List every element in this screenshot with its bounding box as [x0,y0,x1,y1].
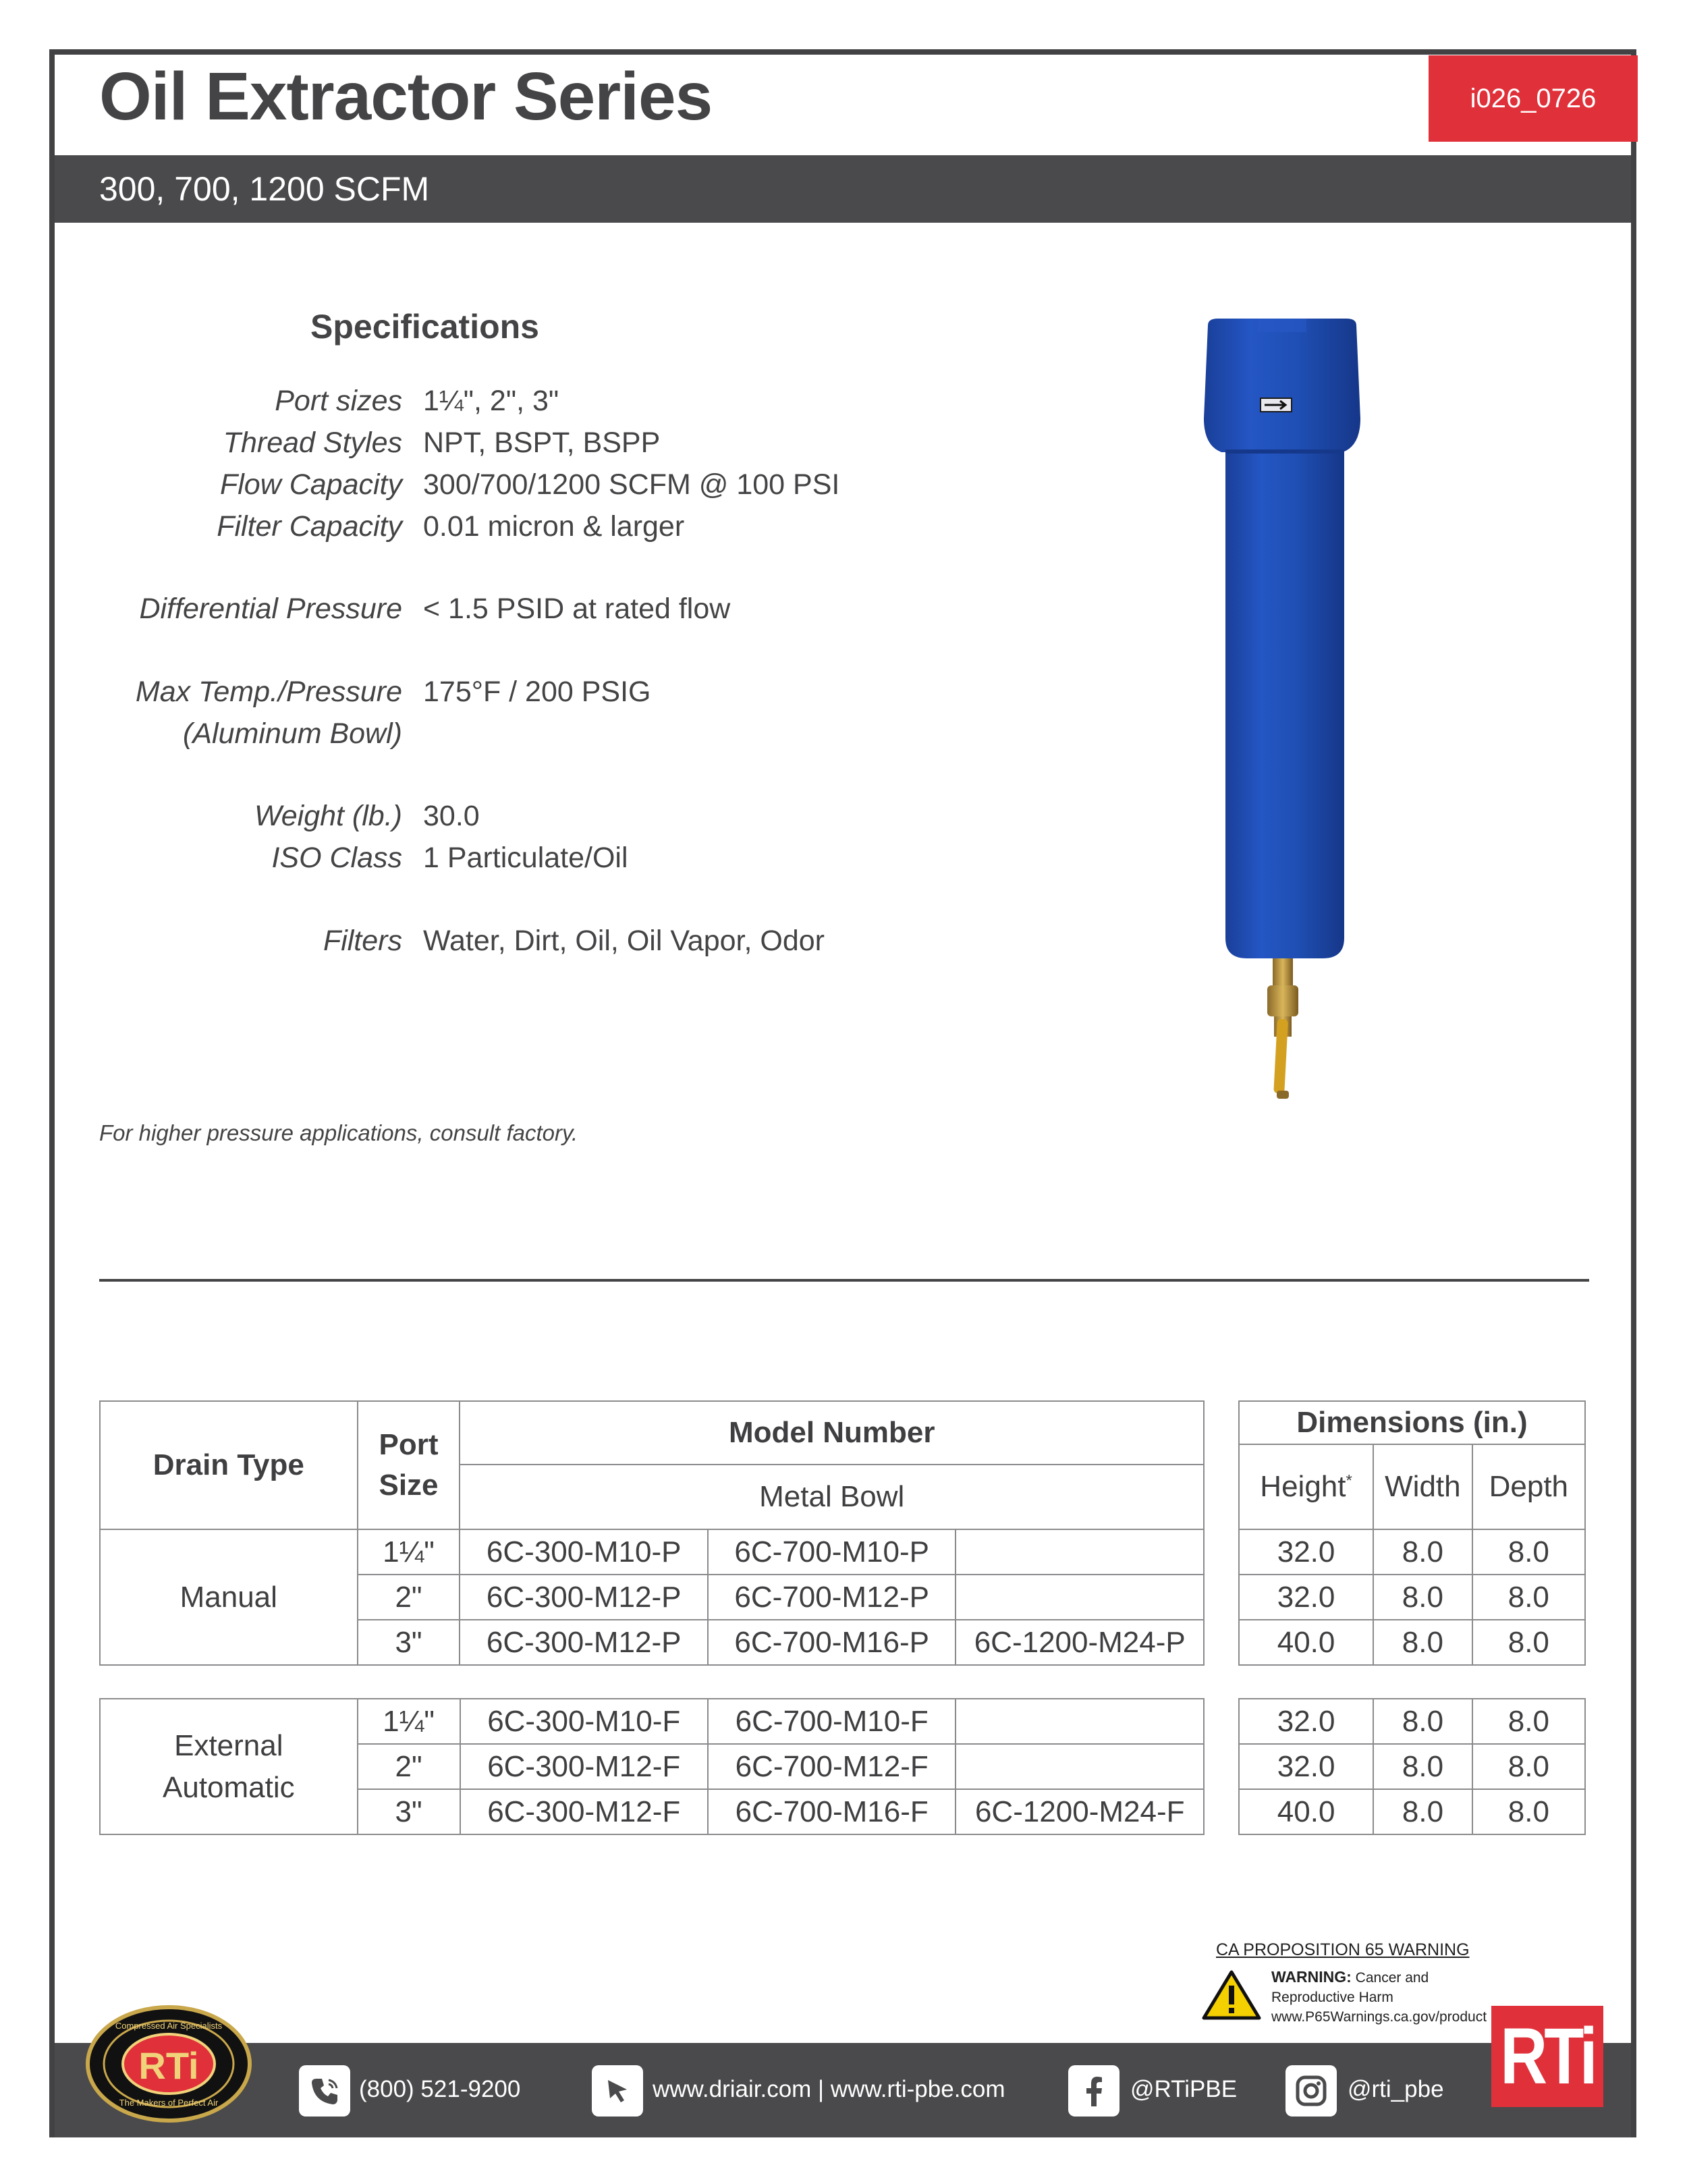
pressure-footnote: For higher pressure applications, consult factory. [99,1120,578,1145]
page-title: Oil Extractor Series [99,59,713,134]
model-number-header: Model Number [460,1401,1204,1465]
model-300-cell: 6C-300-M12-F [460,1789,708,1834]
drain-type-header: Drain Type [100,1401,358,1529]
model-1200-cell: 6C-1200-M24-F [956,1789,1204,1834]
width-cell: 8.0 [1373,1744,1472,1789]
model-table-manual [99,1400,1205,1666]
footer-instagram[interactable]: @rti_pbe [1348,2076,1444,2102]
model-table-external-automatic [99,1698,1205,1835]
height-cell: 40.0 [1239,1789,1373,1834]
width-cell: 8.0 [1373,1575,1472,1620]
port-size-cell: 1¼" [358,1699,460,1744]
port-size-cell: 2" [358,1744,460,1789]
port-size-cell: 2" [358,1575,460,1620]
height-cell: 32.0 [1239,1529,1373,1575]
model-700-cell: 6C-700-M10-F [708,1699,956,1744]
model-300-cell: 6C-300-M12-P [460,1575,708,1620]
seal-top-text: Compressed Air Specialists [115,2021,223,2031]
spec-label-flow-capacity: Flow Capacity [219,468,402,501]
drain-type-line1: External [174,1728,283,1762]
spec-label-thread-styles: Thread Styles [223,427,402,459]
height-cell: 32.0 [1239,1699,1373,1744]
subtitle-text: 300, 700, 1200 SCFM [99,170,430,208]
spec-value-max-temp-pressure: 175°F / 200 PSIG [423,676,651,708]
spec-value-flow-capacity: 300/700/1200 SCFM @ 100 PSI [423,468,840,501]
spec-label-differential-pressure: Differential Pressure [139,593,402,625]
model-300-cell: 6C-300-M10-F [460,1699,708,1744]
warning-triangle-icon [1201,1969,1262,2021]
prop65-warning-label: WARNING: [1271,1968,1352,1986]
model-700-cell: 6C-700-M16-P [708,1620,956,1665]
footer-phone[interactable]: (800) 521-9200 [359,2076,521,2102]
spec-label-max-temp-pressure: Max Temp./Pressure [135,676,402,708]
prop65-warning-line2: Reproductive Harm [1271,1990,1393,2005]
depth-cell: 8.0 [1472,1699,1585,1744]
instagram-icon[interactable] [1285,2065,1337,2117]
height-header: Height* [1239,1444,1373,1529]
model-1200-cell [956,1744,1204,1789]
spec-label-iso-class: ISO Class [271,842,402,874]
height-cell: 40.0 [1239,1620,1373,1665]
width-header: Width [1373,1444,1472,1529]
height-cell: 32.0 [1239,1575,1373,1620]
prop65-warning-text [1271,1967,1487,2027]
depth-header: Depth [1472,1444,1585,1529]
depth-cell: 8.0 [1472,1529,1585,1575]
port-size-cell: 3" [358,1620,460,1665]
specifications-heading: Specifications [310,308,539,346]
prop65-title: CA PROPOSITION 65 WARNING [1216,1940,1470,1959]
metal-bowl-header: Metal Bowl [460,1465,1204,1529]
spec-label-filters: Filters [323,925,402,957]
spec-label-weight: Weight (lb.) [254,800,402,832]
seal-center-text: RTi [138,2044,199,2087]
cursor-icon [592,2065,643,2117]
footer-websites[interactable]: www.driair.com | www.rti-pbe.com [653,2076,1005,2102]
depth-cell: 8.0 [1472,1620,1585,1665]
port-size-cell: 1¼" [358,1529,460,1575]
model-300-cell: 6C-300-M12-F [460,1744,708,1789]
model-1200-cell: 6C-1200-M24-P [956,1620,1204,1665]
model-700-cell: 6C-700-M10-P [708,1529,956,1575]
depth-cell: 8.0 [1472,1744,1585,1789]
width-cell: 8.0 [1373,1699,1472,1744]
spec-value-filter-capacity: 0.01 micron & larger [423,510,685,543]
dimensions-header: Dimensions (in.) [1239,1401,1585,1444]
section-divider [99,1279,1589,1282]
depth-cell: 8.0 [1472,1789,1585,1834]
spec-value-port-sizes: 1¼", 2", 3" [423,385,559,417]
model-1200-cell [956,1699,1204,1744]
spec-label-port-sizes: Port sizes [275,385,402,417]
height-footnote-mark: * [1346,1471,1352,1490]
prop65-url-link[interactable]: www.P65Warnings.ca.gov/product [1271,2009,1487,2025]
depth-cell: 8.0 [1472,1575,1585,1620]
subtitle-bar [55,155,1631,223]
model-1200-cell [956,1529,1204,1575]
height-cell: 32.0 [1239,1744,1373,1789]
spec-value-differential-pressure: < 1.5 PSID at rated flow [423,593,731,625]
phone-icon [299,2065,350,2117]
drain-type-manual: Manual [100,1529,358,1665]
prop65-warning-line1: Cancer and [1355,1970,1429,1986]
drain-type-external-automatic [100,1699,358,1834]
dimensions-table-manual [1238,1400,1586,1666]
model-1200-cell [956,1575,1204,1620]
port-size-cell: 3" [358,1789,460,1834]
facebook-icon[interactable] [1068,2065,1119,2117]
spec-label-aluminum-bowl: (Aluminum Bowl) [183,717,402,750]
oil-extractor-product-image [1188,317,1377,1107]
spec-label-filter-capacity: Filter Capacity [217,510,402,543]
dimensions-table-external-automatic [1238,1698,1586,1835]
document-id-badge: i026_0726 [1429,55,1638,142]
footer-facebook[interactable]: @RTiPBE [1130,2076,1238,2102]
spec-value-iso-class: 1 Particulate/Oil [423,842,628,874]
model-700-cell: 6C-700-M12-F [708,1744,956,1789]
rti-seal-logo [84,2004,253,2123]
spec-value-weight: 30.0 [423,800,480,832]
seal-bottom-text: The Makers of Perfect Air [119,2098,219,2108]
width-cell: 8.0 [1373,1529,1472,1575]
spec-value-filters: Water, Dirt, Oil, Oil Vapor, Odor [423,925,825,957]
width-cell: 8.0 [1373,1789,1472,1834]
rti-logo-text: RTi [1500,2012,1595,2101]
model-700-cell: 6C-700-M16-F [708,1789,956,1834]
model-300-cell: 6C-300-M10-P [460,1529,708,1575]
model-300-cell: 6C-300-M12-P [460,1620,708,1665]
width-cell: 8.0 [1373,1620,1472,1665]
port-size-header: Port Size [358,1401,460,1529]
model-700-cell: 6C-700-M12-P [708,1575,956,1620]
rti-logo [1491,2006,1603,2107]
spec-value-thread-styles: NPT, BSPT, BSPP [423,427,661,459]
drain-type-line2: Automatic [163,1770,295,1804]
